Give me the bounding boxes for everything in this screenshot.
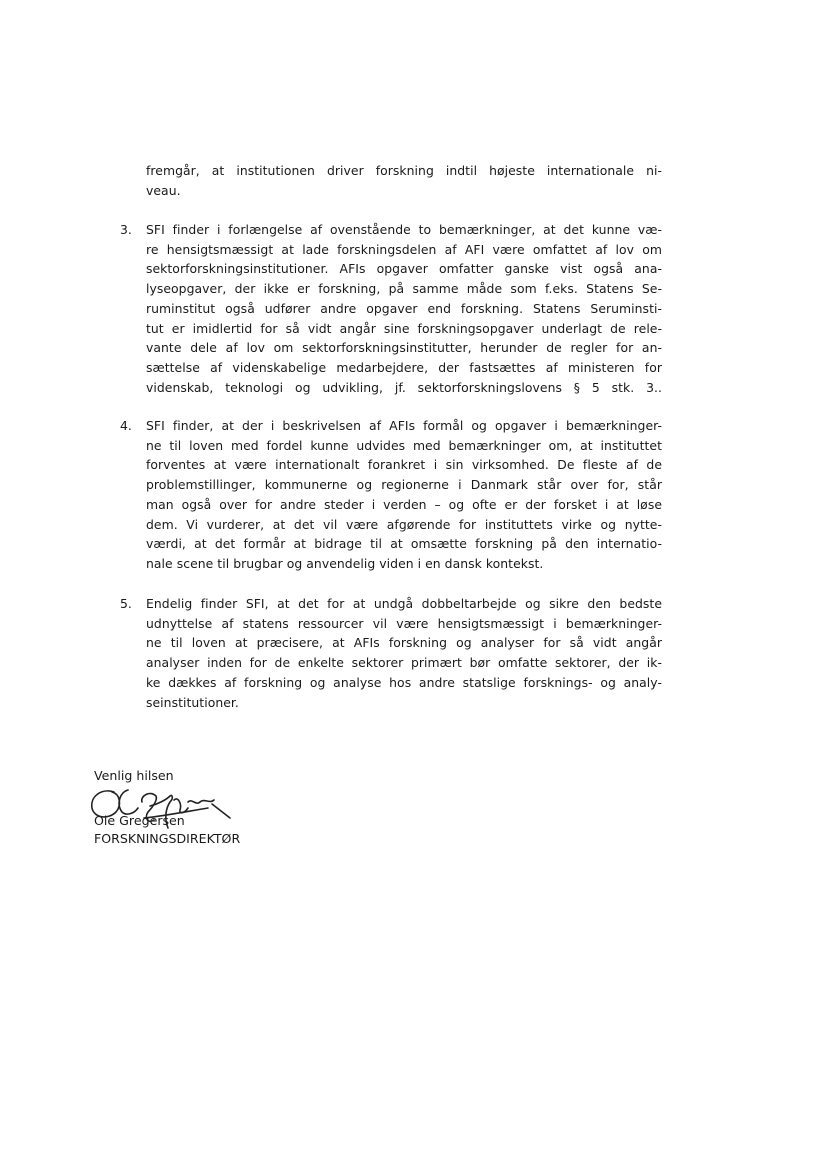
text-line: tut er imidlertid for så vidt angår sine forskningsopgaver underlagt de rele-: [146, 320, 662, 336]
text-line: lyseopgaver, der ikke er forskning, på samme måde som f.eks. Statens Se-: [146, 281, 662, 297]
text-line: ruminstitut også udfører andre opgaver end forskning. Statens Seruminsti-: [146, 300, 662, 316]
text-line: sektorforskningsinstitutioner. AFIs opgaver omfatter ganske vist også ana-: [146, 261, 662, 277]
text-line: ne til loven med fordel kunne udvides med bemærkninger om, at instituttet: [146, 437, 662, 453]
text-line: videnskab, teknologi og udvikling, jf. sektorforskningslovens § 5 stk. 3..: [146, 379, 662, 395]
text-line: SFI finder, at der i beskrivelsen af AFIs formål og opgaver i bemærkninger-: [146, 418, 662, 433]
paragraph-continuation: [146, 161, 662, 200]
text-line: problemstillinger, kommunerne og regionerne i Danmark står over for, står: [146, 477, 662, 493]
closing-greeting: Venlig hilsen: [94, 768, 174, 783]
text-line: analyser inden for de enkelte sektorer primært bør omfatte sektorer, der ik-: [146, 655, 662, 671]
text-line: værdi, at det formår at bidrage til at omsætte forskning på den internatio-: [146, 536, 662, 552]
signer-title: FORSKNINGSDIREKTØR: [94, 831, 241, 846]
list-number: 3.: [120, 222, 132, 237]
text-line: man også over for andre steder i verden – og ofte er der forsket i at løse: [146, 496, 662, 512]
text-line: dem. Vi vurderer, at det vil være afgørende for instituttets virke og nytte-: [146, 516, 662, 532]
text-line: ne til loven at præcisere, at AFIs forskning og analyser for så vidt angår: [146, 635, 662, 651]
text-line: nale scene til brugbar og anvendelig viden i en dansk kontekst.: [146, 555, 544, 571]
list-number: 5.: [120, 596, 132, 611]
text-line: forventes at være internationalt forankret i sin virksomhed. De fleste af de: [146, 457, 662, 473]
text-line: sættelse af videnskabelige medarbejdere, der fastsættes af ministeren for: [146, 359, 662, 375]
text-line: udnyttelse af statens ressourcer vil være hensigtsmæssigt i bemærkninger-: [146, 615, 662, 631]
paragraph-point-4: [146, 416, 662, 574]
handwritten-signature: [84, 778, 244, 834]
text-line: SFI finder i forlængelse af ovenstående to bemærkninger, at det kunne væ-: [146, 222, 662, 237]
text-line: Endelig finder SFI, at det for at undgå dobbeltarbejde og sikre den bedste: [146, 596, 662, 611]
signer-name: Ole Gregersen: [94, 813, 185, 828]
paragraph-point-3: [146, 220, 662, 397]
text-line: fremgår, at institutionen driver forskning indtil højeste internationale ni-: [146, 163, 662, 178]
text-line: seinstitutioner.: [146, 694, 239, 710]
paragraph-point-5: [146, 594, 662, 712]
text-line: ke dækkes af forskning og analyse hos andre statslige forsknings- og analy-: [146, 674, 662, 690]
text-line: vante dele af lov om sektorforskningsinstitutter, herunder de regler for an-: [146, 340, 662, 356]
list-number: 4.: [120, 418, 132, 433]
text-line: veau.: [146, 182, 181, 198]
text-line: re hensigtsmæssigt at lade forskningsdelen af AFI være omfattet af lov om: [146, 241, 662, 257]
